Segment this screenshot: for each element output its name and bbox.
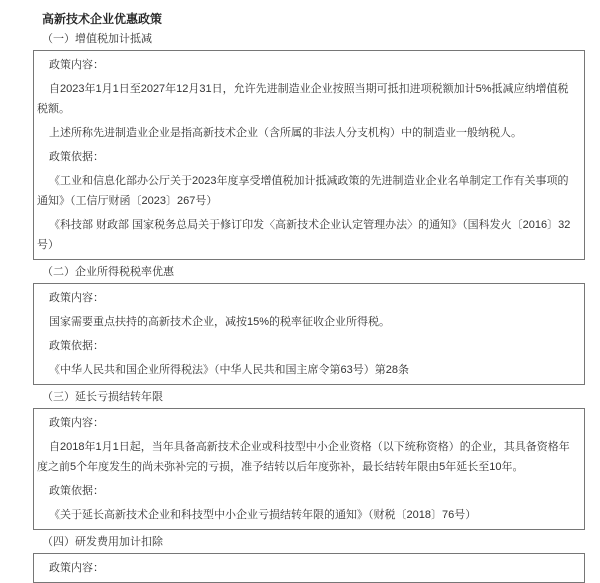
policy-basis-label: 政策依据： (49, 485, 104, 497)
policy-content-paragraph: 上述所称先进制造业企业是指高新技术企业（含所属的非法人分支机构）中的制造业一般纳税人。 (49, 127, 522, 139)
section-rd-expense-deduction (33, 536, 585, 583)
policy-content-paragraph: 自2023年1月1日至2027年12月31日，允许先进制造业企业按照当期可抵扣进项税额加计5%抵减应纳增值税税额。 (37, 83, 569, 115)
section-1-policy-box (33, 50, 585, 260)
policy-content-label: 政策内容： (49, 562, 104, 574)
policy-basis-label: 政策依据： (49, 340, 104, 352)
policy-content-label: 政策内容： (49, 59, 104, 71)
section-2-policy-box (33, 283, 585, 385)
policy-content-paragraph: 自2018年1月1日起，当年具备高新技术企业或科技型中小企业资格（以下统称资格）的企业，其具备资格年度之前5个年度发生的尚未弥补完的亏损，准予结转以后年度弥补，最长结转年限由5年延长至10年。 (37, 441, 570, 473)
policy-content-label: 政策内容： (49, 417, 104, 429)
section-1-heading: （一）增值税加计抵减 (42, 33, 152, 45)
section-4-heading: （四）研发费用加计扣除 (42, 536, 163, 548)
policy-content-paragraph: 国家需要重点扶持的高新技术企业，减按15%的税率征收企业所得税。 (49, 316, 391, 328)
section-3-heading: （三）延长亏损结转年限 (42, 391, 163, 403)
policy-basis-paragraph: 《工业和信息化部办公厅关于2023年度享受增值税加计抵减政策的先进制造业企业名单制定工作有关事项的通知》（工信厅财函〔2023〕267号） (37, 175, 569, 207)
section-vat-deduction (33, 33, 585, 260)
policy-basis-paragraph: 《中华人民共和国企业所得税法》（中华人民共和国主席令第63号）第28条 (49, 364, 409, 376)
section-2-heading: （二）企业所得税税率优惠 (42, 266, 174, 278)
policy-content-label: 政策内容： (49, 292, 104, 304)
page-title: 高新技术企业优惠政策 (42, 12, 163, 26)
section-loss-carryforward (33, 391, 585, 530)
section-4-policy-box (33, 553, 585, 583)
policy-basis-paragraph: 《科技部 财政部 国家税务总局关于修订印发〈高新技术企业认定管理办法〉的通知》（国科发火〔2016〕32号） (37, 219, 571, 251)
section-3-policy-box (33, 408, 585, 530)
section-income-tax-rate (33, 266, 585, 385)
policy-basis-paragraph: 《关于延长高新技术企业和科技型中小企业亏损结转年限的通知》（财税〔2018〕76号） (49, 509, 477, 521)
policy-basis-label: 政策依据： (49, 151, 104, 163)
